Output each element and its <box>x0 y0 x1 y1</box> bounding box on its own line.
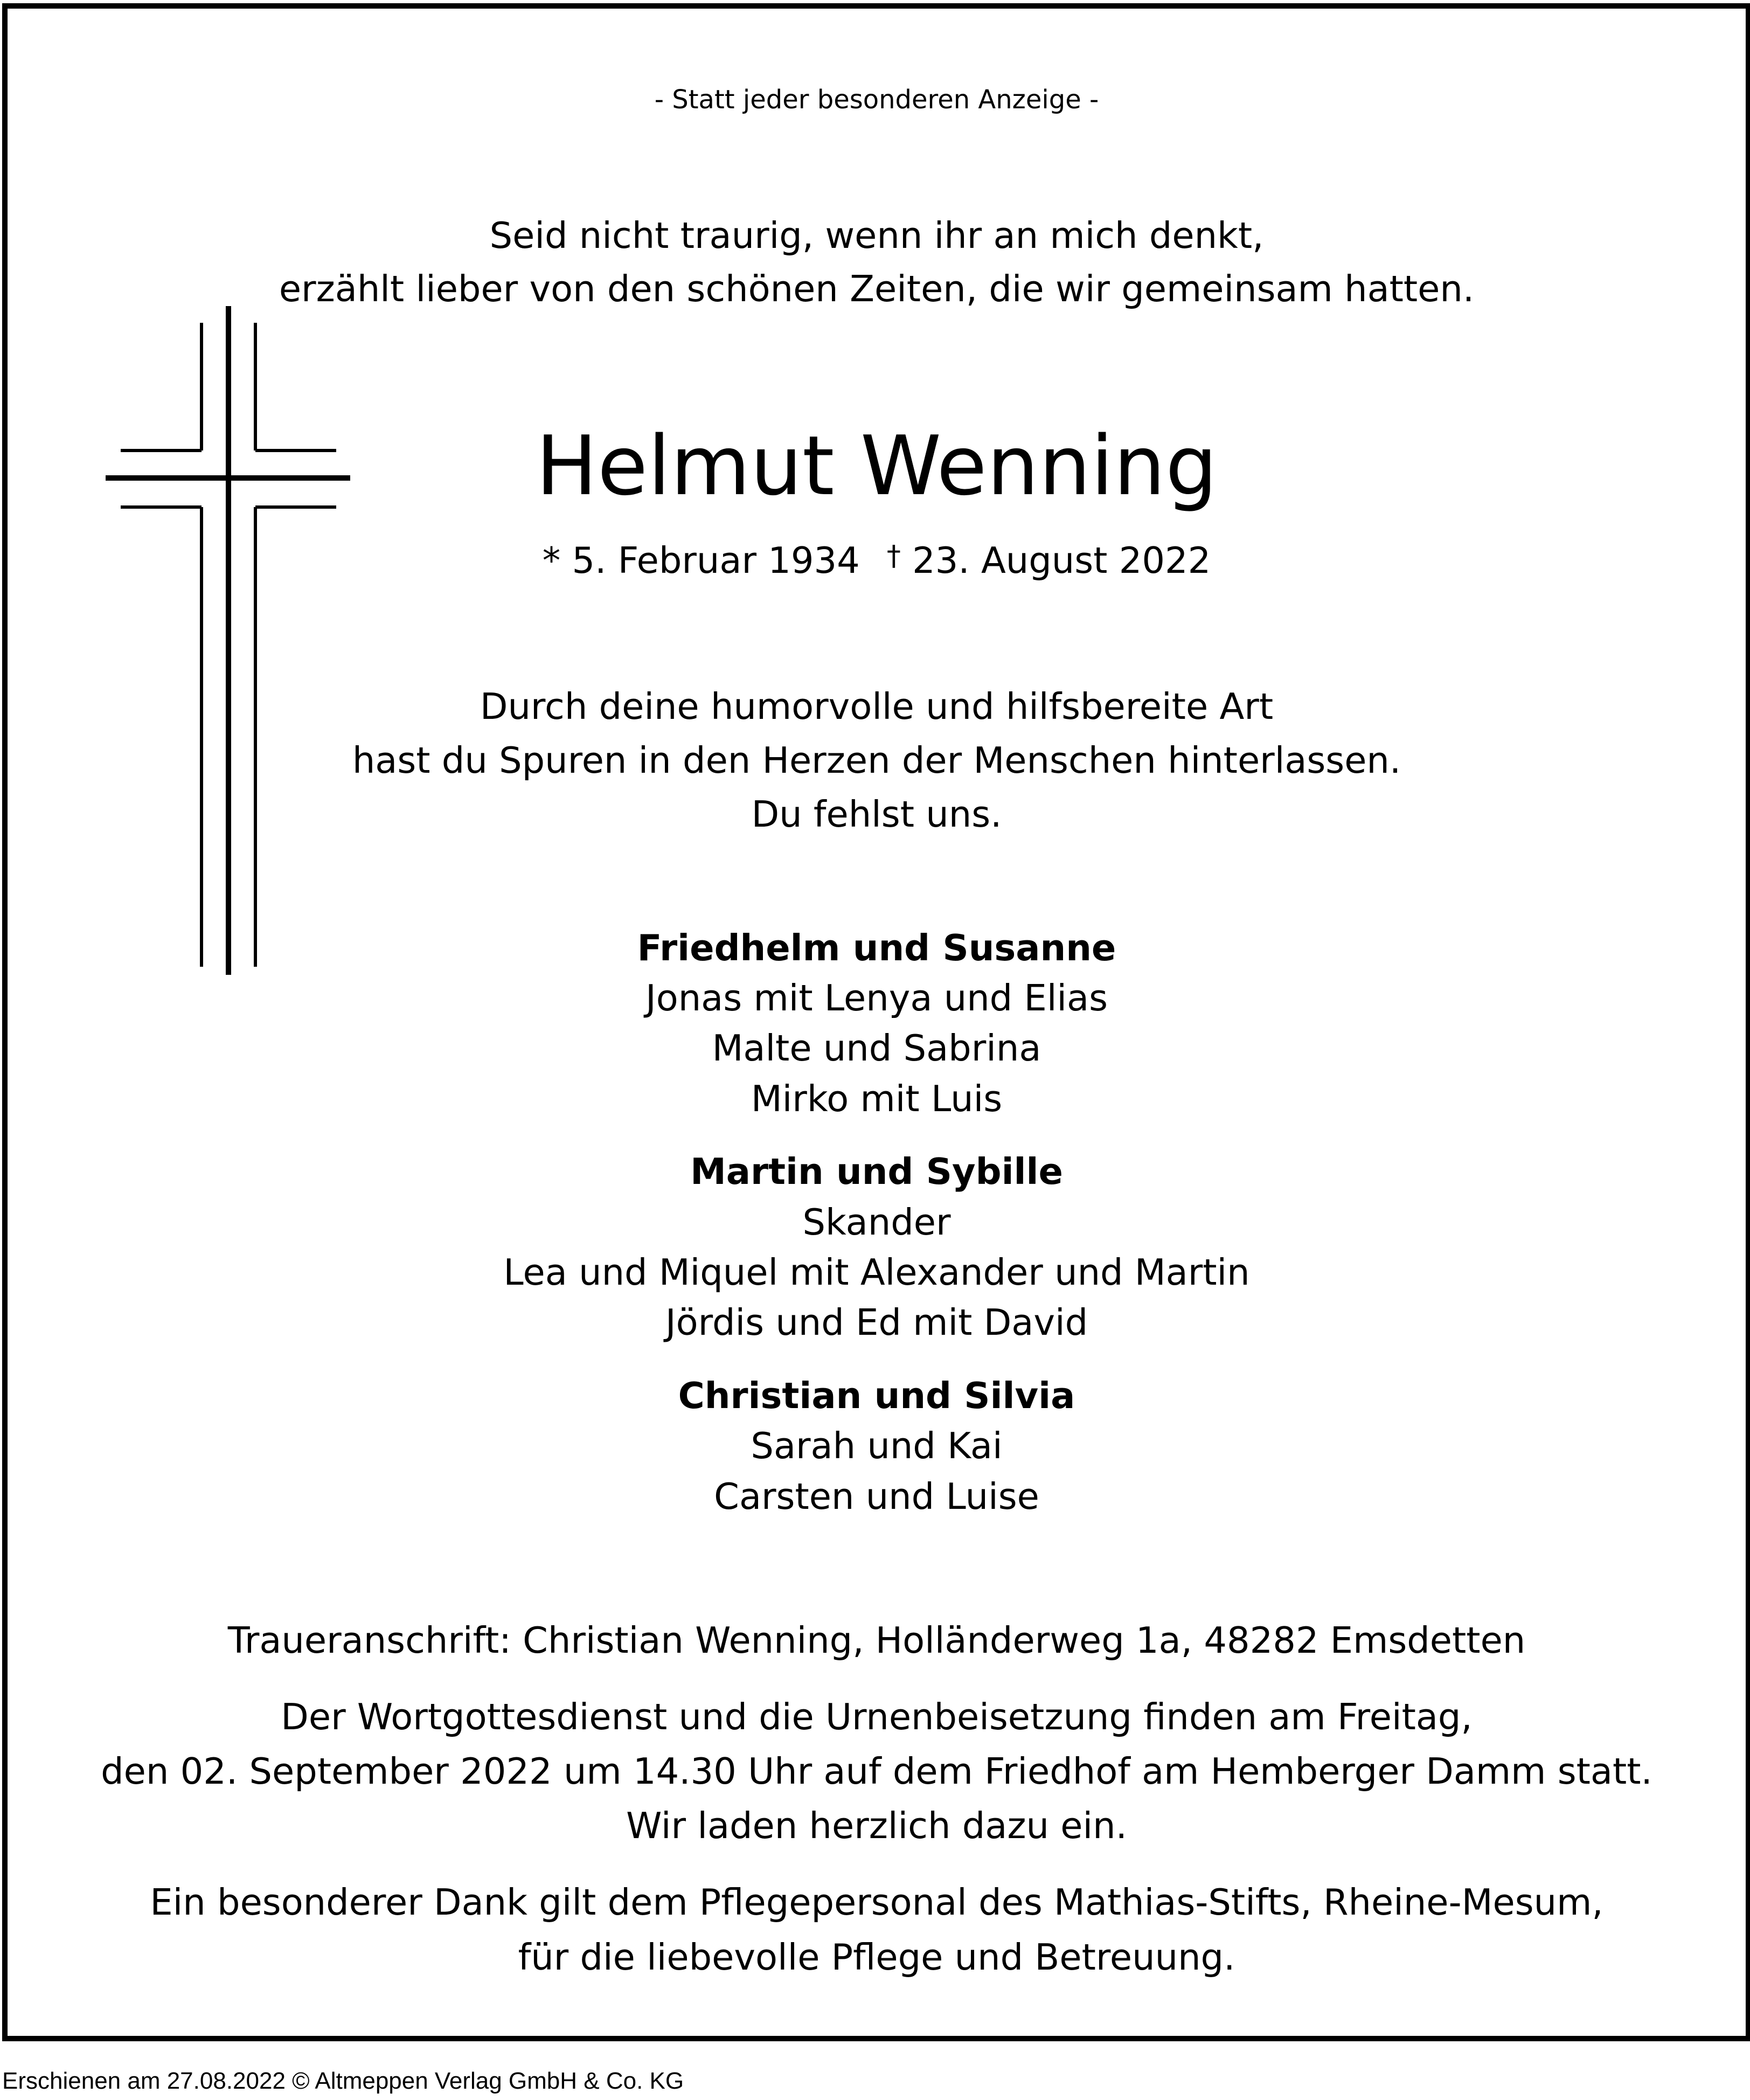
family-member: Jonas mit Lenya und Elias <box>645 977 1108 1019</box>
family-member: Jördis und Ed mit David <box>665 1301 1088 1343</box>
family-member: Skander <box>802 1201 951 1243</box>
dagger-icon: † <box>886 540 901 572</box>
family-member: Carsten und Luise <box>714 1475 1039 1517</box>
verse-line-3: Du fehlst uns. <box>751 793 1002 835</box>
family-member: Lea und Miquel mit Alexander und Martin <box>503 1251 1250 1293</box>
quote-line-2: erzählt lieber von den schönen Zeiten, die wir gemeinsam hatten. <box>279 268 1475 310</box>
mourning-address: Traueranschrift: Christian Wenning, Holländerweg 1a, 48282 Emsdetten <box>227 1619 1526 1661</box>
service-line-2: den 02. September 2022 um 14.30 Uhr auf dem Friedhof am Hemberger Damm statt. <box>101 1750 1652 1792</box>
deceased-name: Helmut Wenning <box>536 418 1218 514</box>
publication-footer: Erschienen am 27.08.2022 © Altmeppen Verlag GmbH & Co. KG <box>2 2068 684 2094</box>
thanks-line-1: Ein besonderer Dank gilt dem Pflegepersonal des Mathias-Stifts, Rheine-Mesum, <box>150 1881 1603 1923</box>
obituary-notice <box>2 3 1750 2041</box>
thanks-line-2: für die liebevolle Pflege und Betreuung. <box>518 1936 1235 1978</box>
family-member: Mirko mit Luis <box>751 1078 1003 1120</box>
family-heading: Christian und Silvia <box>678 1375 1075 1417</box>
life-dates <box>8 539 1746 581</box>
family-member: Sarah und Kai <box>751 1425 1003 1467</box>
family-heading: Martin und Sybille <box>690 1151 1063 1193</box>
verse-line-2: hast du Spuren in den Herzen der Menschen hinterlassen. <box>352 739 1401 781</box>
family-member: Malte und Sabrina <box>712 1027 1041 1069</box>
preface-line: - Statt jeder besonderen Anzeige - <box>654 85 1099 115</box>
family-heading: Friedhelm und Susanne <box>637 927 1116 969</box>
service-line-1: Der Wortgottesdienst und die Urnenbeisetzung finden am Freitag, <box>281 1696 1473 1738</box>
quote-line-1: Seid nicht traurig, wenn ihr an mich denkt, <box>489 214 1264 257</box>
birth-date: * 5. Februar 1934 <box>542 539 860 581</box>
verse-line-1: Durch deine humorvolle und hilfsbereite Art <box>480 685 1274 727</box>
death-date: 23. August 2022 <box>912 539 1211 581</box>
service-line-3: Wir laden herzlich dazu ein. <box>626 1805 1127 1847</box>
